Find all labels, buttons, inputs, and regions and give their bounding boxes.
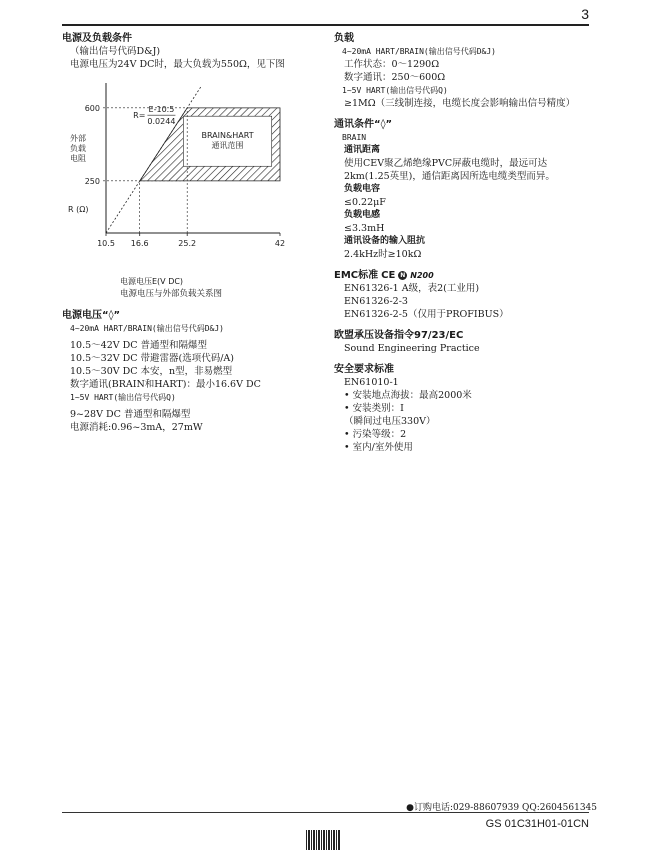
comm-impedance-heading: 通讯设备的输入阻抗: [344, 236, 426, 246]
safety-line-2: • 安装地点海拔：最高2000米: [344, 390, 472, 401]
comm-title: 通讯条件“◊”: [334, 119, 393, 130]
page-number: 3: [581, 6, 589, 22]
order-contact: ●订购电话:029-88607939 QQ:2604561345: [406, 803, 597, 813]
x-tick-25.2: 25.2: [178, 239, 197, 248]
supply-line-6: 1~5V HART(输出信号代码Q): [70, 393, 176, 402]
emc-line-2: EN61326-2-3: [344, 296, 408, 307]
supply-line-3: 10.5～32V DC 带避雷器(选项代码/A): [70, 353, 235, 364]
left-column: [62, 32, 322, 434]
formula-denominator: 0.0244: [147, 117, 176, 127]
load-line-1: 4~20mA HART/BRAIN(输出信号代码D&J): [342, 47, 496, 56]
ce-mark-icon: CE: [381, 270, 396, 281]
safety-title: 安全要求标准: [334, 364, 394, 375]
chart-x-axis-caption: 电源电压E(V DC): [120, 277, 184, 286]
bottom-rule: [62, 812, 589, 813]
y-axis-label-line-2: 电阻: [70, 154, 86, 164]
comm-brain: BRAIN: [342, 133, 367, 142]
y-axis-label-line-1: 负载: [70, 144, 86, 154]
supply-line-1: 4~20mA HART/BRAIN(输出信号代码D&J): [70, 324, 224, 333]
x-tick-42: 42: [274, 239, 286, 248]
x-tick-16.6: 16.6: [130, 239, 149, 248]
emc-line-3: EN61326-2-5（仅用于PROFIBUS）: [344, 309, 509, 320]
load-line-5: ≥1MΩ（三线制连接，电缆长度会影响输出信号精度）: [344, 98, 576, 109]
supply-line-4: 10.5～30V DC 本安，n型，非易燃型: [70, 366, 233, 377]
y-axis-label-r: R (Ω): [68, 205, 89, 215]
load-chart-svg: [62, 75, 322, 275]
comm-capacitance-heading: 负载电容: [344, 184, 381, 194]
n200-label: N200: [410, 271, 434, 280]
eu-directive-line: Sound Engineering Practice: [344, 343, 480, 354]
n200-mark-icon: N: [400, 272, 406, 279]
load-line-3: 数字通讯：250～600Ω: [344, 72, 446, 83]
power-load-title: 电源及负载条件: [62, 33, 132, 44]
safety-line-4: （瞬间过电压330V）: [344, 416, 436, 427]
load-chart: [62, 75, 322, 275]
emc-title: EMC标准: [334, 270, 379, 281]
supply-title: 电源电压“◊”: [62, 310, 121, 321]
y-tick-250: 250: [84, 176, 100, 186]
supply-line-5: 数字通讯(BRAIN和HART)：最小16.6V DC: [70, 379, 261, 390]
safety-line-1: EN61010-1: [344, 377, 399, 388]
document-id: GS 01C31H01-01CN: [485, 818, 589, 830]
comm-range-sublabel: 通讯范围: [211, 141, 244, 151]
load-line-4: 1~5V HART(输出信号代码Q): [342, 86, 448, 95]
supply-line-8: 电源消耗:0.96~3mA，27mW: [70, 422, 203, 433]
eu-directive-title: 欧盟承压设备指令97/23/EC: [334, 330, 464, 341]
comm-capacitance: ≤0.22μF: [344, 197, 386, 208]
emc-title-row: [334, 269, 604, 282]
formula-prefix: R=: [133, 111, 146, 121]
comm-inductance-heading: 负载电感: [344, 210, 381, 220]
y-tick-600: 600: [84, 103, 100, 113]
y-axis-label-line-0: 外部: [70, 134, 86, 144]
right-column: [334, 32, 604, 454]
safety-line-6: • 室内/室外使用: [344, 442, 413, 453]
comm-distance-1: 使用CEV聚乙烯绝缘PVC屏蔽电缆时，最远可达: [344, 158, 548, 169]
power-load-desc: 电源电压为24V DC时，最大负载为550Ω，见下图: [70, 59, 285, 70]
comm-range-label: BRAIN&HART: [201, 131, 254, 141]
comm-inductance: ≤3.3mH: [344, 223, 385, 234]
emc-line-1: EN61326-1 A级，表2(工业用): [344, 283, 480, 294]
comm-distance-2: 2km(1.25英里)，通信距离因所选电缆类型而异。: [344, 171, 555, 182]
comm-distance-heading: 通讯距离: [344, 145, 381, 155]
safety-line-5: • 污染等级：2: [344, 429, 407, 440]
supply-line-7: 9~28V DC 普通型和隔爆型: [70, 409, 191, 420]
supply-line-2: 10.5～42V DC 普通型和隔爆型: [70, 340, 208, 351]
top-rule: [62, 24, 589, 26]
formula-numerator: E-10.5: [148, 105, 175, 115]
chart-caption: 电源电压与外部负载关系图: [120, 289, 223, 299]
barcode-icon: [306, 830, 340, 850]
x-tick-10.5: 10.5: [97, 239, 115, 248]
comm-impedance: 2.4kHz时≥10kΩ: [344, 249, 422, 260]
load-title: 负载: [334, 33, 354, 44]
safety-line-3: • 安装类别：I: [344, 403, 404, 414]
load-line-2: 工作状态：0～1290Ω: [344, 59, 440, 70]
power-load-sub: （输出信号代码D&J): [70, 46, 161, 57]
